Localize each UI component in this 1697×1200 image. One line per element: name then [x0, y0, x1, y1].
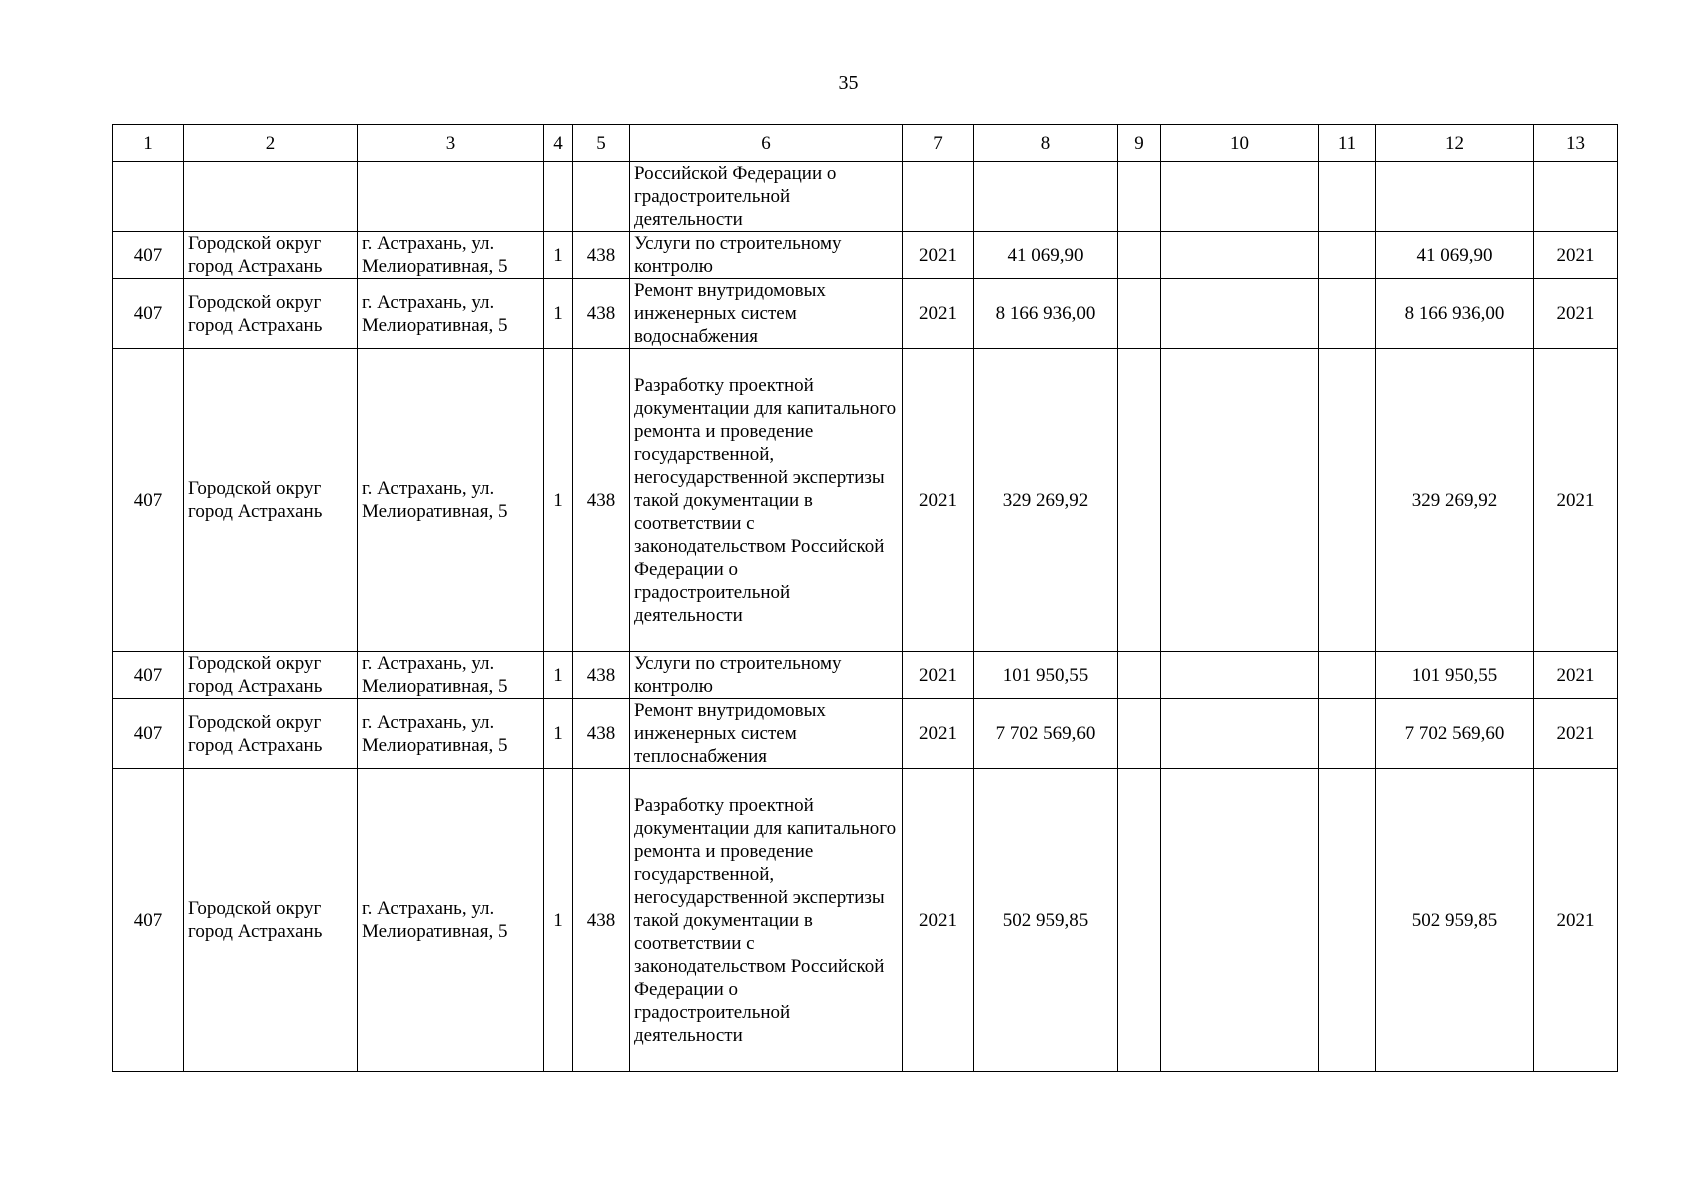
table-cell-amount: 41 069,90: [974, 232, 1118, 279]
table-cell-municipality: Городской округ город Астрахань: [184, 279, 358, 349]
table-cell: 438: [573, 349, 630, 652]
table-cell: [1319, 699, 1376, 769]
table-cell: [1319, 162, 1376, 232]
table-cell: 438: [573, 699, 630, 769]
table-cell-number: 407: [113, 769, 184, 1072]
table-cell: [358, 162, 544, 232]
table-cell: [974, 162, 1118, 232]
column-header: 6: [630, 125, 903, 162]
table-cell: [1319, 349, 1376, 652]
column-header: 11: [1319, 125, 1376, 162]
table-cell-municipality: Городской округ город Астрахань: [184, 699, 358, 769]
table-cell-number: 407: [113, 349, 184, 652]
table-cell: 1: [544, 769, 573, 1072]
table-cell: [1319, 769, 1376, 1072]
table-cell-number: 407: [113, 652, 184, 699]
table-cell-amount: 329 269,92: [974, 349, 1118, 652]
table-cell-year: 2021: [903, 699, 974, 769]
table-cell: [1376, 162, 1534, 232]
table-cell: 1: [544, 232, 573, 279]
column-header: 2: [184, 125, 358, 162]
table-row: [113, 279, 1618, 349]
table-cell-municipality: Городской округ город Астрахань: [184, 769, 358, 1072]
table-cell-amount: 8 166 936,00: [1376, 279, 1534, 349]
table-cell-amount: 101 950,55: [974, 652, 1118, 699]
table-cell: [1161, 162, 1319, 232]
table-cell: 1: [544, 652, 573, 699]
table-cell: [1161, 652, 1319, 699]
table-row: [113, 232, 1618, 279]
table-cell-address: г. Астрахань, ул. Мелиоративная, 5: [358, 349, 544, 652]
table-cell: [1319, 652, 1376, 699]
table-cell: 438: [573, 232, 630, 279]
table-cell-year: 2021: [1534, 769, 1618, 1072]
table-cell: 1: [544, 349, 573, 652]
table-cell-description: Российской Федерации о градостроительной деятельности: [630, 162, 903, 232]
table-cell: [113, 162, 184, 232]
column-header: 12: [1376, 125, 1534, 162]
table-cell-amount: 502 959,85: [1376, 769, 1534, 1072]
table-cell: 438: [573, 652, 630, 699]
table-cell-description: Разработку проектной документации для капитального ремонта и проведение государственной, негосударственной экспертизы такой документации в соответствии с законодательством Российской Федерации о градостроительной деятельности: [630, 769, 903, 1072]
table-cell-amount: 7 702 569,60: [1376, 699, 1534, 769]
table-cell-year: 2021: [903, 232, 974, 279]
column-header: 10: [1161, 125, 1319, 162]
table-cell: [1118, 279, 1161, 349]
table-cell: [1161, 232, 1319, 279]
table-cell-description: Разработку проектной документации для капитального ремонта и проведение государственной, негосударственной экспертизы такой документации в соответствии с законодательством Российской Федерации о градостроительной деятельности: [630, 349, 903, 652]
column-header: 13: [1534, 125, 1618, 162]
table-cell-address: г. Астрахань, ул. Мелиоративная, 5: [358, 232, 544, 279]
table-cell-address: г. Астрахань, ул. Мелиоративная, 5: [358, 699, 544, 769]
table-cell: [1118, 162, 1161, 232]
table-cell-year: 2021: [903, 349, 974, 652]
column-header: 8: [974, 125, 1118, 162]
table-cell-year: 2021: [1534, 279, 1618, 349]
table-cell-amount: 502 959,85: [974, 769, 1118, 1072]
table-cell-year: 2021: [903, 769, 974, 1072]
table-cell-number: 407: [113, 699, 184, 769]
table-cell-year: 2021: [1534, 232, 1618, 279]
table-cell: [1118, 769, 1161, 1072]
table-cell: [544, 162, 573, 232]
table-cell: [1161, 769, 1319, 1072]
table-cell: 438: [573, 279, 630, 349]
table-cell-year: 2021: [903, 652, 974, 699]
table-cell-amount: 101 950,55: [1376, 652, 1534, 699]
table-cell: [1161, 699, 1319, 769]
column-header: 5: [573, 125, 630, 162]
table-cell-year: 2021: [1534, 699, 1618, 769]
table-cell: [903, 162, 974, 232]
table-cell-number: 407: [113, 279, 184, 349]
table-cell-address: г. Астрахань, ул. Мелиоративная, 5: [358, 279, 544, 349]
table-cell-description: Услуги по строительному контролю: [630, 232, 903, 279]
table-cell: [1319, 232, 1376, 279]
table-cell: [1534, 162, 1618, 232]
table-cell: [1161, 279, 1319, 349]
table-header-row: [113, 125, 1618, 162]
table-cell: [573, 162, 630, 232]
table-cell: [1118, 699, 1161, 769]
table-cell: [1118, 349, 1161, 652]
table-cell-amount: 41 069,90: [1376, 232, 1534, 279]
table-row-continuation: [113, 162, 1618, 232]
table-cell-amount: 7 702 569,60: [974, 699, 1118, 769]
column-header: 3: [358, 125, 544, 162]
table-cell-municipality: Городской округ город Астрахань: [184, 349, 358, 652]
table-cell-year: 2021: [903, 279, 974, 349]
table-cell-number: 407: [113, 232, 184, 279]
table-cell: 1: [544, 279, 573, 349]
table-cell-address: г. Астрахань, ул. Мелиоративная, 5: [358, 769, 544, 1072]
table-cell: [184, 162, 358, 232]
table-cell-address: г. Астрахань, ул. Мелиоративная, 5: [358, 652, 544, 699]
table-cell: [1319, 279, 1376, 349]
column-header: 4: [544, 125, 573, 162]
page-number: 35: [838, 72, 859, 94]
table-row: [113, 349, 1618, 652]
table-cell: [1161, 349, 1319, 652]
column-header: 7: [903, 125, 974, 162]
table-cell-municipality: Городской округ город Астрахань: [184, 232, 358, 279]
table-row: [113, 652, 1618, 699]
data-table: [112, 124, 1618, 1072]
column-header: 9: [1118, 125, 1161, 162]
table-cell-year: 2021: [1534, 652, 1618, 699]
table-row: [113, 699, 1618, 769]
column-header: 1: [113, 125, 184, 162]
table-cell: 1: [544, 699, 573, 769]
table-cell: 438: [573, 769, 630, 1072]
table-cell: [1118, 652, 1161, 699]
table-cell-description: Ремонт внутридомовых инженерных систем теплоснабжения: [630, 699, 903, 769]
table-row: [113, 769, 1618, 1072]
table-cell-municipality: Городской округ город Астрахань: [184, 652, 358, 699]
table-cell-amount: 329 269,92: [1376, 349, 1534, 652]
table-cell-year: 2021: [1534, 349, 1618, 652]
table-cell-description: Ремонт внутридомовых инженерных систем водоснабжения: [630, 279, 903, 349]
table-cell: [1118, 232, 1161, 279]
table-cell-description: Услуги по строительному контролю: [630, 652, 903, 699]
table-cell-amount: 8 166 936,00: [974, 279, 1118, 349]
